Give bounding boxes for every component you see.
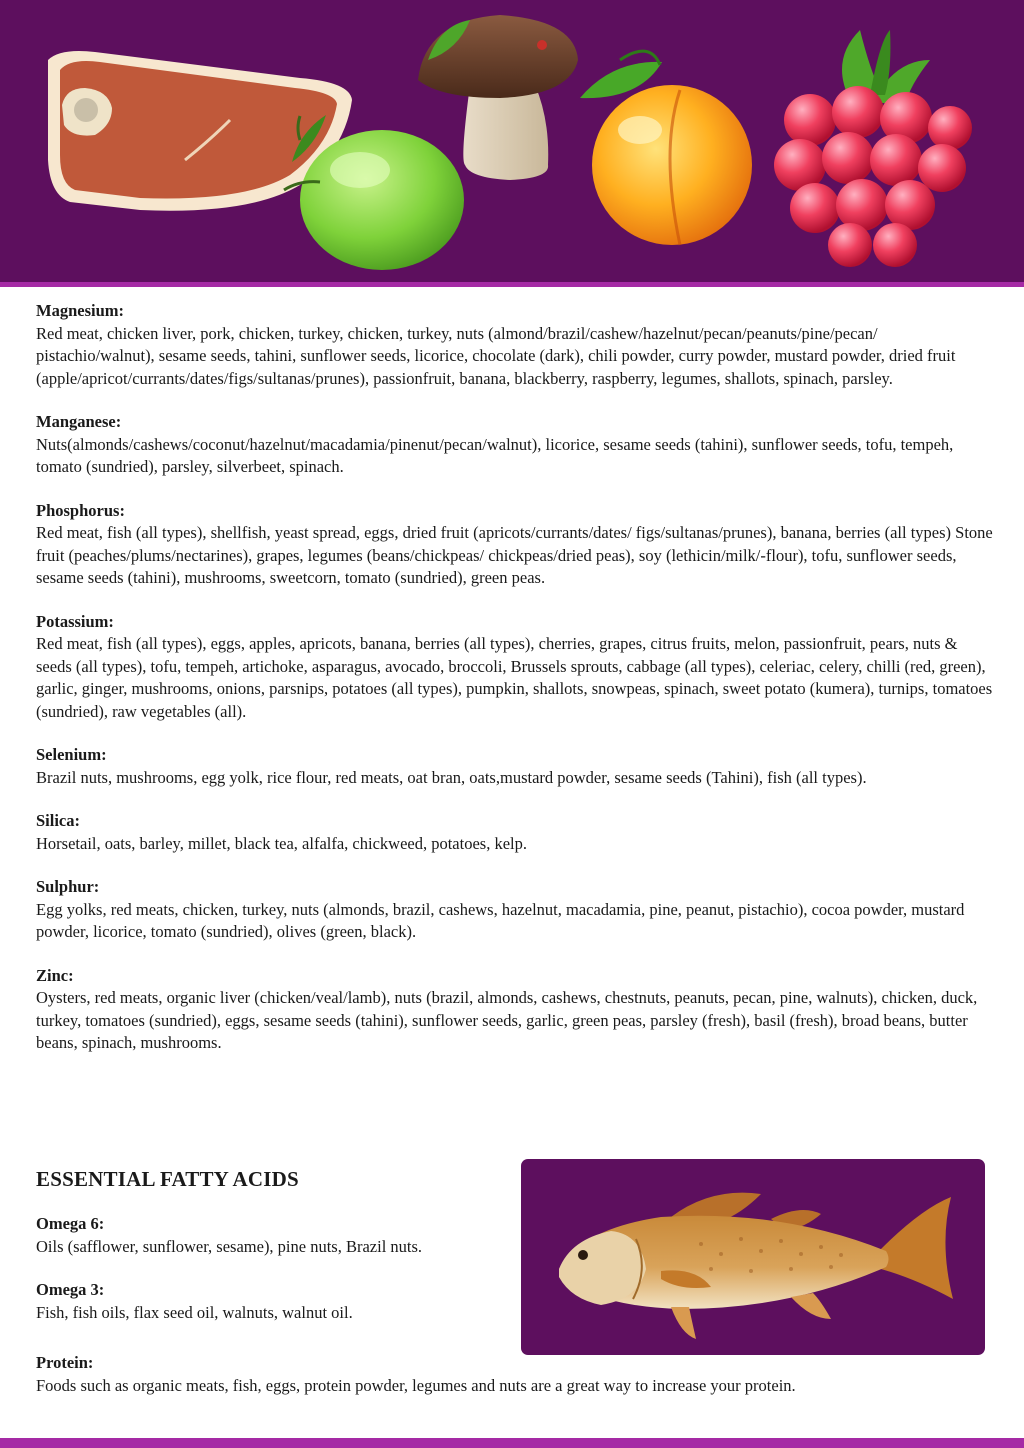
section-title: Sulphur: bbox=[36, 877, 100, 896]
footer-stripe bbox=[0, 1438, 1024, 1448]
section-title: Magnesium: bbox=[36, 301, 124, 320]
section-title: Omega 3: bbox=[36, 1280, 105, 1299]
section-title: Selenium: bbox=[36, 745, 107, 764]
apricot-icon bbox=[580, 51, 752, 245]
section-title: Omega 6: bbox=[36, 1214, 105, 1233]
section-title: Zinc: bbox=[36, 965, 74, 985]
section-title: Protein: bbox=[36, 1353, 94, 1372]
lime-icon bbox=[284, 115, 464, 270]
mineral-phosphorus bbox=[36, 500, 996, 590]
header-stripe bbox=[0, 282, 1024, 287]
section-text: Oysters, red meats, organic liver (chicken/veal/lamb), nuts (brazil, almonds, cashews, chestnuts, peanuts, pecan, pine, walnuts), chicken, duck, turkey, tomatoes (sundried), eggs, sesame seeds (tahini), sunflower seeds, garlic, green peas, parsley (fresh), basil (fresh), broad beans, butter beans, spinach, mushrooms. bbox=[36, 988, 978, 1052]
section-title: Silica: bbox=[36, 811, 80, 830]
section-text: Fish, fish oils, flax seed oil, walnuts, walnut oil. bbox=[36, 1302, 353, 1322]
section-title: Phosphorus: bbox=[36, 500, 125, 520]
fish-panel bbox=[521, 1159, 985, 1355]
omega-3 bbox=[36, 1279, 506, 1324]
header-banner bbox=[0, 0, 1024, 282]
section-text: Horsetail, oats, barley, millet, black tea, alfalfa, chickweed, potatoes, kelp. bbox=[36, 833, 527, 853]
section-title: Manganese: bbox=[36, 412, 122, 431]
mineral-selenium bbox=[36, 744, 996, 789]
section-text: Red meat, chicken liver, pork, chicken, turkey, chicken, turkey, nuts (almond/brazil/cashew/hazelnut/pecan/peanuts/pine/pecan/ pistachio/walnut), sesame seeds, tahini, sunflower seeds, licorice, chocolate (dark), chili powder, curry powder, mustard powder, dried fruit (apple/apricot/currants/dates/figs/sultanas/prunes), passionfruit, banana, blackberry, raspberry, legumes, shallots, spinach, parsley. bbox=[36, 323, 956, 388]
efa-section bbox=[36, 1165, 506, 1345]
mineral-sulphur bbox=[36, 876, 996, 944]
section-text: Red meat, fish (all types), shellfish, yeast spread, eggs, dried fruit (apricots/currants/dates/ figs/sultanas/prunes), banana, berries (all types) Stone fruit (peaches/plums/nectarines), grapes, legumes (beans/chickpeas/ chickpeas/dried peas), soy (lethicin/milk/-flour), tofu, sunflower seeds, sesame seeds (tahini), mushrooms, sweetcorn, tomato (sundried), green peas. bbox=[36, 523, 993, 587]
section-text: Foods such as organic meats, fish, eggs, protein powder, legumes and nuts are a great way to increase your protein. bbox=[36, 1375, 796, 1395]
section-title: Potassium: bbox=[36, 611, 114, 631]
raspberry-icon bbox=[774, 30, 972, 267]
efa-heading: ESSENTIAL FATTY ACIDS bbox=[36, 1167, 299, 1191]
omega-6 bbox=[36, 1213, 506, 1258]
mineral-silica bbox=[36, 810, 996, 855]
mineral-magnesium bbox=[36, 300, 996, 390]
section-text: Brazil nuts, mushrooms, egg yolk, rice flour, red meats, oat bran, oats,mustard powder, sesame seeds (Tahini), fish (all types). bbox=[36, 767, 867, 787]
mineral-zinc bbox=[36, 965, 996, 1055]
fish-icon bbox=[521, 1159, 985, 1355]
mineral-manganese bbox=[36, 411, 996, 479]
section-text: Red meat, fish (all types), eggs, apples, apricots, banana, berries (all types), cherries, grapes, citrus fruits, melon, passionfruit, pears, nuts & seeds (all types), tofu, tempeh, artichoke, asparagus, avocado, broccoli, Brussels sprouts, cabbage (all types), celeriac, celery, chilli (red, green), garlic, ginger, mushrooms, onions, parsnips, potatoes (all types), pumpkin, shallots, snowpeas, spinach, sweet potato (kumera), turnips, tomatoes (sundried), raw vegetables (all). bbox=[36, 634, 993, 721]
section-text: Egg yolks, red meats, chicken, turkey, nuts (almonds, brazil, cashews, hazelnut, macadamia, pine, peanut, pistachio), cocoa powder, mustard powder, licorice, tomato (sundried), olives (green, black). bbox=[36, 899, 965, 941]
section-text: Oils (safflower, sunflower, sesame), pine nuts, Brazil nuts. bbox=[36, 1236, 423, 1256]
section-text: Nuts(almonds/cashews/coconut/hazelnut/macadamia/pinenut/pecan/walnut), licorice, sesame seeds (tahini), sunflower seeds, tofu, tempeh, tomato (sundried), parsley, silverbeet, spinach. bbox=[36, 434, 954, 476]
minerals-list bbox=[36, 300, 996, 1076]
mineral-potassium bbox=[36, 611, 996, 724]
protein-section bbox=[36, 1352, 996, 1397]
header-illustrations bbox=[0, 0, 1024, 282]
